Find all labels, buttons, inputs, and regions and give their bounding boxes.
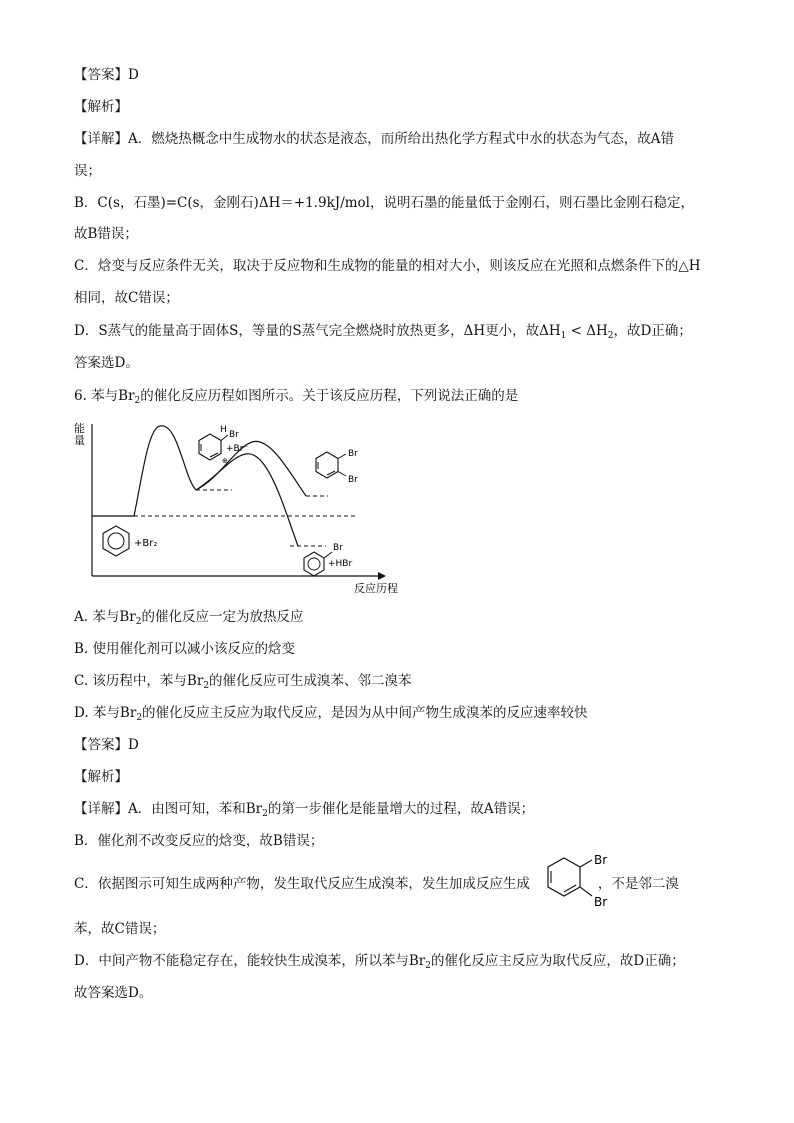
detail-a-line1: 【详解】A．燃烧热概念中生成物水的状态是液态，而所给出热化学方程式中水的状态为气态，故A错	[74, 131, 674, 147]
final-answer-6: 故答案选D。	[74, 985, 153, 1001]
detail-c-line1: C．焓变与反应条件无关，取决于反应物和生成物的能量的相对大小，则该反应在光照和点燃条件下的△H	[74, 258, 701, 274]
reactant-label: +Br₂	[134, 538, 158, 549]
y-axis-label-2: 量	[74, 434, 85, 447]
intermediate-br-label: Br	[229, 430, 239, 440]
x-axis-arrow	[378, 572, 386, 580]
detail-c-line2: 相同，故C错误；	[74, 290, 179, 306]
dibromo-addition-structure	[540, 852, 620, 914]
question-6-stem: 6. 苯与$Br_2$的催化反应历程如图所示。关于该反应历程，下列说法正确的是	[74, 388, 519, 406]
option-c: C. 该历程中，苯与$Br_2$的催化反应可生成溴苯、邻二溴苯	[74, 673, 412, 691]
substitution-path-curve	[196, 454, 298, 546]
option-d: D. 苯与$Br_2$的催化反应主反应为取代反应，是因为从中间产物生成溴苯的反应速率较快	[74, 705, 588, 723]
analysis-6-heading: 【解析】	[74, 769, 128, 785]
answer-6-line: 【答案】D	[74, 737, 139, 753]
energy-profile-diagram	[70, 418, 400, 598]
product-br-label: Br	[333, 543, 343, 553]
addition-br2-label: Br	[348, 475, 358, 485]
struct-br2-label: Br	[594, 895, 608, 909]
intermediate-h-label: H	[220, 425, 227, 435]
reactant-benzene	[103, 526, 129, 556]
detail-d-line: D．S蒸气的能量高于固体S，等量的S蒸气完全燃烧时放热更多，ΔH更小，故$\Delta H_1 < \Delta H_2$，故D正确；	[74, 323, 692, 341]
detail-6-c-line2: 苯，故C错误；	[74, 921, 166, 937]
detail-6-c-line1: C．依据图示可知生成两种产物，发生取代反应生成溴苯，发生加成反应生成 ，不是邻二溴	[74, 876, 679, 892]
addition-product-structure	[316, 452, 346, 478]
detail-a-line2: 误；	[74, 163, 101, 179]
addition-br1-label: Br	[348, 449, 358, 459]
detail-6-b: B．催化剂不改变反应的焓变，故B错误；	[74, 833, 324, 849]
final-answer-line: 答案选D。	[74, 355, 139, 371]
detail-b-line2: 故B错误；	[74, 226, 138, 242]
addition-path-curve	[196, 441, 306, 496]
detail-b-line1: B．C(s，石墨)=C(s，金刚石)ΔH＝+1.9kJ/mol，说明石墨的能量低于金刚石，则石墨比金刚石稳定，	[74, 195, 695, 211]
intermediate-brminus-label: +Br⁻	[226, 444, 249, 454]
answer-line: 【答案】D	[74, 67, 139, 83]
product-hbr-label: +HBr	[328, 559, 353, 569]
option-b: B. 使用催化剂可以减小该反应的焓变	[74, 641, 296, 657]
detail-6-d: D．中间产物不能稳定存在，能较快生成溴苯，所以苯与$Br_2$的催化反应主反应为取代反应，故D正确；	[74, 953, 685, 971]
x-axis-label: 反应历程	[354, 582, 398, 595]
detail-6-a: 【详解】A．由图可知，苯和$Br_2$的第一步催化是能量增大的过程，故A错误；	[74, 801, 535, 819]
struct-br1-label: Br	[594, 853, 608, 867]
option-a: A. 苯与$Br_2$的催化反应一定为放热反应	[74, 609, 304, 627]
intermediate-charge-label: ⊕	[222, 457, 228, 465]
analysis-heading: 【解析】	[74, 99, 128, 115]
y-axis-label-1: 能	[74, 422, 85, 435]
first-transition-curve	[134, 426, 196, 516]
